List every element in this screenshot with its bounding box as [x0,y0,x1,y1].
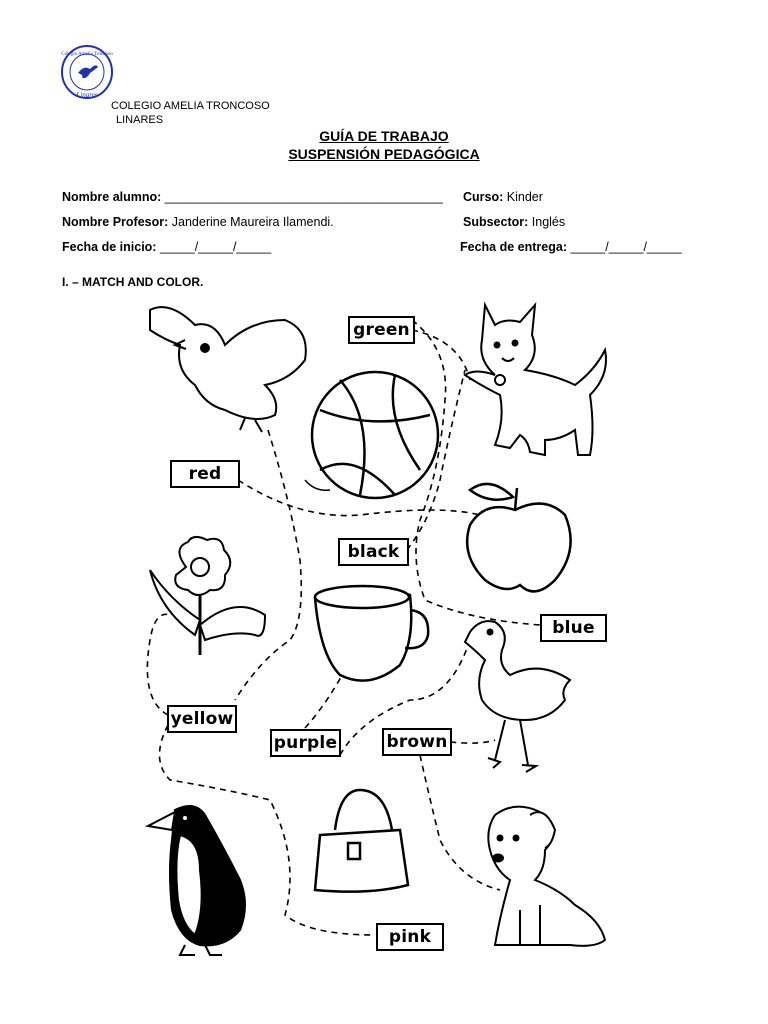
school-city: LINARES [116,114,164,126]
word-pink: pink [376,923,444,951]
school-name: COLEGIO AMELIA TRONCOSO [111,100,270,112]
section-heading: I. – MATCH AND COLOR. [62,275,204,289]
dog-drawing [488,807,605,946]
duck-drawing [465,621,570,772]
word-red: red [170,460,240,488]
word-yellow: yellow [167,705,237,733]
bird-drawing [150,307,306,432]
start-date-field[interactable]: _____/_____/_____ [159,240,272,254]
start-date-label: Fecha de inicio: [62,240,157,254]
due-date-label: Fecha de entrega: [460,240,567,254]
purse-drawing [315,790,408,892]
cat-drawing [465,305,606,455]
penguin-drawing [148,806,245,955]
dashed-path-brown [450,740,495,743]
logo-text-top: Colegio Amelia Troncoso [61,52,113,57]
flower-drawing [150,537,265,655]
cup-drawing [315,586,428,681]
course-label: Curso: [463,190,504,204]
subject-label: Subsector: [463,215,529,229]
word-black: black [338,538,409,566]
logo-text-bottom: Linares [76,91,98,99]
apple-drawing [467,484,570,592]
teacher-label: Nombre Profesor: [62,215,169,229]
page-title: GUÍA DE TRABAJO [319,128,449,144]
dashed-path-brown-2 [420,755,500,890]
subject-value: Inglés [531,215,566,229]
due-date-field[interactable]: _____/_____/_____ [570,240,682,254]
dashed-path-yellow [147,614,170,715]
ball-drawing [305,372,438,498]
word-brown: brown [382,728,452,756]
dashed-path-bird [235,430,301,700]
page-subtitle: SUSPENSIÓN PEDAGÓGICA [288,146,480,162]
student-name-field[interactable]: ________________________________________ [164,190,443,204]
teacher-value: Janderine Maureira Ilamendi. [171,215,334,229]
course-value: Kinder [506,190,543,204]
word-purple: purple [270,729,341,757]
word-blue: blue [540,614,607,642]
student-label: Nombre alumno: [62,190,162,204]
word-green: green [348,316,415,344]
dashed-path-green-cat [412,330,470,380]
